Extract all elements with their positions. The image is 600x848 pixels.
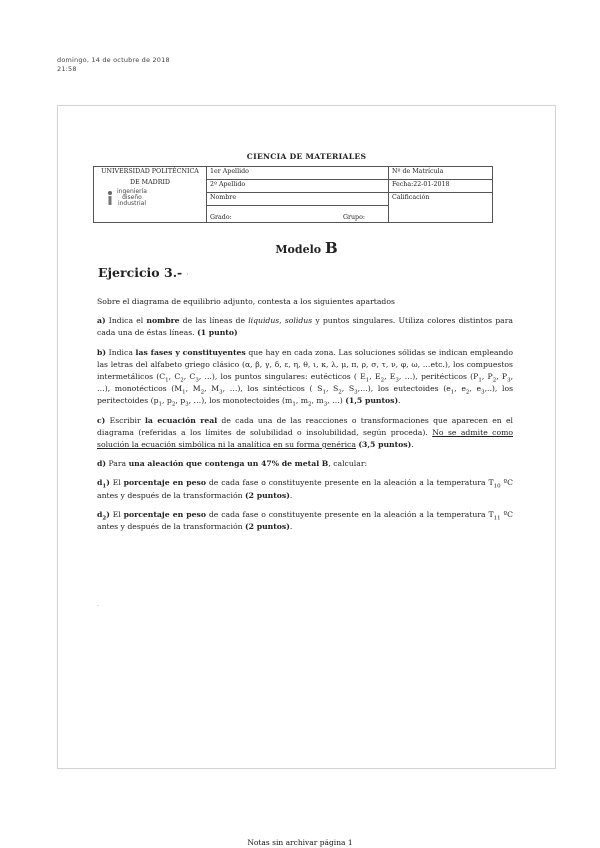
stamp-time: 21:58 — [57, 65, 77, 73]
question-c: c) Escribir la ecuación real de cada una de las reacciones o transformaciones que aparecen en el diagrama (referidas a los límites de solubilidad o insolubilidad, según proceda). No se admite como solución la ecuación simbólica ni la analítica en su forma genérica (3,5 puntos). — [97, 415, 513, 450]
question-b: b) Indica las fases y constituyentes que hay en cada zona. Las soluciones sólidas se indican empleando las letras del alfabeto griego clásico (α, β, γ, δ, ε, η, θ, ι, κ, λ, μ, π, ρ, σ, τ, ν, φ, ω, …etc.), los compuestos intermetálicos ($C_1$, $C_2$, $C_3$, ...), los puntos singulares: eutécticos ( $E_1$, $E_2$, $E_3$, …), peritécticos ($P_1$, $P_2$, $P_3$, …), monotécticos ($M_1$, $M_2$, $M_3$, …), los sintécticos ( $S_1$, $S_2$, $S_3,\dots$), los eutectoides ($e_1$, $e_2$, $e_3$,..), los peritectoides ($p_1$, $p_2$, $p_3$, …), los monotectoides ($m_1$, $m_2$, $m_3$, …) (1,5 puntos). — [97, 347, 514, 408]
stray-mark: · — [186, 270, 189, 279]
exercise-label: Ejercicio 3.- — [98, 265, 183, 280]
intro-paragraph: Sobre el diagrama de equilibrio adjunto, contesta a los siguientes apartados — [97, 297, 395, 306]
logo-line: ingeniería — [117, 188, 147, 195]
logo-line: diseño — [122, 194, 142, 201]
timestamp — [57, 56, 170, 74]
modelo-letter: B — [324, 239, 338, 257]
school-logo — [97, 189, 203, 207]
university-cell — [94, 167, 207, 223]
grado-grupo-row — [207, 206, 389, 223]
exam-sheet — [57, 105, 556, 769]
stray-mark: · — [97, 603, 99, 610]
university-line2: DE MADRID — [130, 179, 170, 186]
logo-mark-icon — [105, 190, 115, 206]
calificacion-field: Calificación — [389, 193, 493, 223]
question-d2: $d_2$) El porcentaje en peso de cada fase o constituyente presente en la aleación a la temperatura $T_{11}$ ºC antes y después de la transformación (2 puntos). — [97, 509, 513, 532]
fecha-field: Fecha:22-01-2018 — [389, 180, 493, 193]
exam-header-table — [93, 166, 493, 223]
stamp-date: domingo, 14 de octubre de 2018 — [57, 56, 170, 64]
question-d1: $d_1$) El porcentaje en peso de cada fase o constituyente presente en la aleación a la temperatura $T_{10}$ ºC antes y después de la transformación (2 puntos). — [97, 478, 513, 500]
matricula-field[interactable]: Nº de Matrícula — [389, 167, 493, 180]
page-footer: Notas sin archivar página 1 — [247, 838, 353, 847]
logo-line: industrial — [117, 200, 146, 207]
grupo-field[interactable]: Grupo: — [342, 214, 365, 221]
exercise-heading — [98, 265, 189, 280]
exam-title: CIENCIA DE MATERIALES — [246, 152, 367, 161]
apellido1-field[interactable]: 1er Apellido — [207, 167, 389, 180]
modelo-heading — [58, 239, 555, 257]
university-line1: UNIVERSIDAD POLITÉCNICA — [101, 168, 199, 175]
exercise-body — [97, 296, 513, 540]
question-a: a) Indica el nombre de las líneas de liquidus, solidus y puntos singulares. Utiliza colores distintos para cada una de éstas líneas. (1 punto) — [97, 316, 513, 338]
grado-field[interactable]: Grado: — [210, 214, 232, 221]
question-d: d) Para una aleación que contenga un 47% de metal B, calcular: — [97, 459, 368, 469]
nombre-field[interactable]: Nombre — [207, 193, 389, 206]
apellido2-field[interactable]: 2º Apellido — [207, 180, 389, 193]
modelo-label: Modelo — [275, 243, 322, 256]
